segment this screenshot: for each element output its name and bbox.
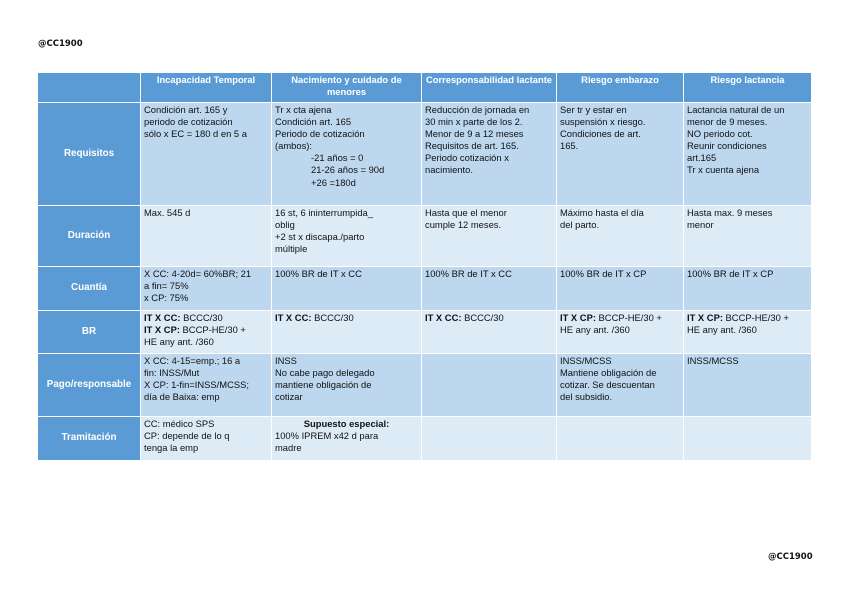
cell-corresponsabilidad [422,206,557,267]
cell-incapacidad [141,354,272,417]
cell-riesgo-embarazo [557,206,684,267]
cell-line: Hasta que el menor [425,207,507,218]
cell-incapacidad [141,267,272,311]
cell-riesgo-embarazo [557,103,684,206]
cell-bold-label: IT X CP: [687,312,723,323]
cell-value: BCCC/30 [461,312,504,323]
cell-line: Lactancia natural de un [687,104,785,115]
cell-nacimiento [272,354,422,417]
header-corner [38,73,141,103]
cell-corresponsabilidad [422,354,557,417]
watermark-top: @CC1900 [38,39,83,49]
cell-riesgo-embarazo [557,354,684,417]
cell-line: Supuesto especial: [303,418,390,429]
cell-line: (ambos): [275,140,312,152]
cell-line: Reducción de jornada en [425,104,530,115]
cell-line: suspensión x riesgo. [560,116,646,128]
cell-line [687,312,808,324]
cell-line: a fin= 75% [144,280,189,292]
table-row [38,206,812,267]
cell-bold-label: IT X CC: [425,312,462,323]
cell-incapacidad [141,417,272,461]
cell-value: BCCP-HE/30 + [179,324,246,336]
cell-line: NO periodo cot. [687,128,753,140]
header-row [38,73,812,103]
benefits-table [37,72,812,461]
cell-line [560,312,680,324]
cell-line: Condiciones de art. [560,128,641,140]
cell-line: CP: depende de lo q [144,430,230,442]
cell-incapacidad [141,311,272,354]
cell-line: No cabe pago delegado [275,367,375,379]
cell-line: menor [687,219,714,231]
cell-line: 16 st, 6 ininterrumpida_ [275,207,373,218]
cell-line: 21-26 años = 90d [311,164,385,176]
cell-line: cotizar [275,391,303,403]
row-label: Tramitación [38,417,141,461]
cell-nacimiento [272,417,422,461]
cell-riesgo-lactancia [684,267,812,311]
table-row [38,103,812,206]
cell-riesgo-embarazo [557,267,684,311]
header-riesgo-embarazo: Riesgo embarazo [557,73,684,103]
cell-line: Periodo de cotización [275,128,365,140]
cell-line: múltiple [275,243,308,255]
cell-corresponsabilidad [422,103,557,206]
cell-line: X CC: 4-15=emp.; 16 a [144,355,241,366]
cell-nacimiento [272,103,422,206]
cell-nacimiento [272,267,422,311]
cell-line: 100% BR de IT x CP [687,268,774,279]
cell-bold-label: IT X CC: [144,312,181,323]
cell-line: cumple 12 meses. [425,219,502,231]
cell-line: x CP: 75% [144,292,189,304]
cell-line [425,312,553,324]
cell-line: Hasta max. 9 meses [687,207,773,218]
cell-line: cotizar. Se descuentan [560,379,655,391]
cell-bold-label: IT X CP: [144,324,180,336]
cell-corresponsabilidad [422,311,557,354]
row-label: Pago/responsable [38,354,141,417]
cell-line: X CC: 4-20d= 60%BR; 21 [144,268,252,279]
cell-line: INSS/MCSS [687,355,739,366]
cell-line: del parto. [560,219,600,231]
cell-line: oblig [275,219,295,231]
cell-line: Menor de 9 a 12 meses [425,128,524,140]
cell-riesgo-lactancia [684,354,812,417]
cell-line: 100% IPREM x42 d para [275,430,379,442]
cell-line: Condición art. 165 [275,116,352,128]
cell-line: Condición art. 165 y [144,104,228,115]
cell-line [275,312,418,324]
row-label: Cuantía [38,267,141,311]
cell-line: periodo de cotización [144,116,233,128]
cell-line: fin: INSS/Mut [144,367,200,379]
cell-line: sólo x EC = 180 d en 5 a [144,128,247,140]
cell-line [144,324,268,336]
cell-line: tenga la emp [144,442,199,454]
cell-line: menor de 9 meses. [687,116,768,128]
row-label: BR [38,311,141,354]
cell-line: mantiene obligación de [275,379,372,391]
cell-line [144,312,268,324]
cell-riesgo-lactancia [684,311,812,354]
cell-line: Requisitos de art. 165. [425,140,519,152]
cell-riesgo-embarazo [557,311,684,354]
cell-line: 100% BR de IT x CC [425,268,512,279]
cell-line: INSS/MCSS [560,355,612,366]
cell-line: 100% BR de IT x CP [560,268,647,279]
cell-line: HE any ant. /360 [144,336,214,348]
table-row [38,354,812,417]
cell-value: BCCP-HE/30 + [595,312,662,323]
cell-line: Mantiene obligación de [560,367,657,379]
header-riesgo-lactancia: Riesgo lactancia [684,73,812,103]
header-nacimiento: Nacimiento y cuidado de menores [272,73,422,103]
cell-line: nacimiento. [425,164,473,176]
cell-line: HE any ant. /360 [560,324,630,336]
cell-line: Tr x cta ajena [275,104,332,115]
cell-line: día de Baixa: emp [144,391,220,403]
cell-line: art.165 [687,152,717,164]
cell-line: Reunir condiciones [687,140,767,152]
cell-line: Ser tr y estar en [560,104,627,115]
cell-line: Periodo cotización x [425,152,509,164]
cell-line: madre [275,442,302,454]
cell-line: Max. 545 d [144,207,191,218]
cell-nacimiento [272,206,422,267]
cell-line: 165. [560,140,579,152]
cell-corresponsabilidad [422,267,557,311]
cell-line: 100% BR de IT x CC [275,268,362,279]
header-corresponsabilidad: Corresponsabilidad lactante [422,73,557,103]
cell-line: +26 =180d [311,176,356,188]
table-row [38,311,812,354]
cell-value: BCCP-HE/30 + [722,312,789,323]
header-incapacidad-temporal: Incapacidad Temporal [141,73,272,103]
table-row [38,267,812,311]
cell-line: HE any ant. /360 [687,324,757,336]
cell-line: Máximo hasta el día [560,207,644,218]
cell-corresponsabilidad [422,417,557,461]
row-label: Requisitos [38,103,141,206]
cell-line: X CP: 1-fin=INSS/MCSS; [144,379,249,391]
cell-line: INSS [275,355,297,366]
cell-line: -21 años = 0 [311,152,364,164]
cell-value: BCCC/30 [311,312,354,323]
cell-value: BCCC/30 [180,312,223,323]
cell-line: CC: médico SPS [144,418,215,429]
cell-line: 30 min x parte de los 2. [425,116,523,128]
cell-incapacidad [141,103,272,206]
cell-line: +2 st x discapa./parto [275,231,365,243]
cell-riesgo-lactancia [684,206,812,267]
cell-line: Tr x cuenta ajena [687,164,760,176]
cell-riesgo-embarazo [557,417,684,461]
watermark-bottom: @CC1900 [768,552,813,562]
cell-riesgo-lactancia [684,417,812,461]
cell-bold-label: IT X CC: [275,312,312,323]
cell-incapacidad [141,206,272,267]
cell-nacimiento [272,311,422,354]
row-label: Duración [38,206,141,267]
cell-riesgo-lactancia [684,103,812,206]
cell-bold-label: IT X CP: [560,312,596,323]
cell-line: del subsidio. [560,391,613,403]
table-row [38,417,812,461]
